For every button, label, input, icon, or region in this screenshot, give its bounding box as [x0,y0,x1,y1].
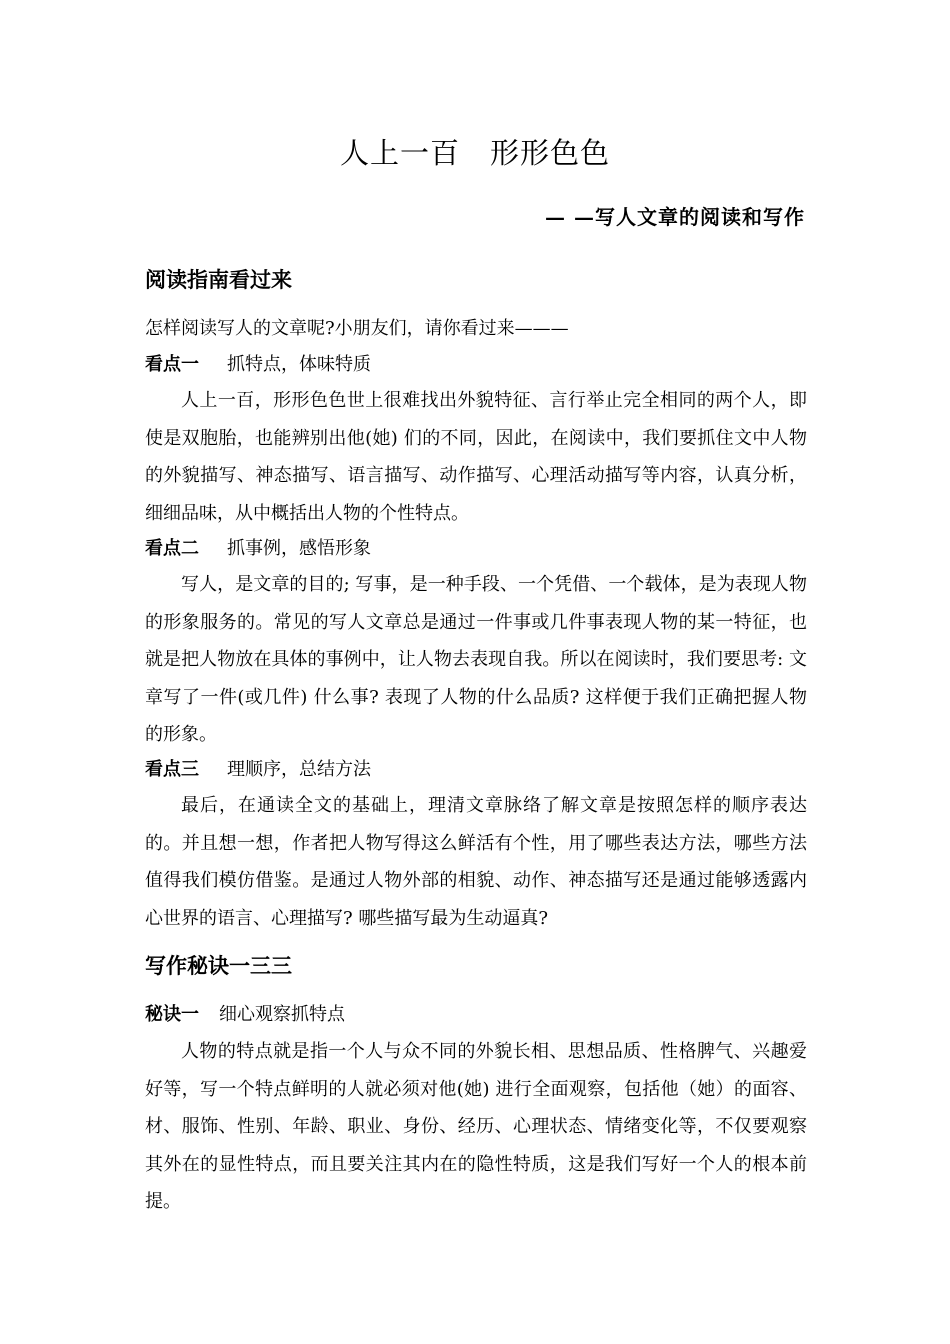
point-title: 抓事例，感悟形象 [227,538,371,559]
section-heading-writing-tips: 写作秘诀一三三 [145,954,292,978]
point-heading-3 [145,752,807,788]
point-title: 理顺序，总结方法 [227,759,371,780]
point-paragraph-1: 人上一百，形形色色世上很难找出外貌特征、言行举止完全相同的两个人，即使是双胞胎，也能辨别出他(她) 们的不同，因此，在阅读中，我们要抓住文中人物的外貌描写、神态描写、语言描写、动作描写、心理活动描写等内容，认真分析，细细品味，从中概括出人物的个性特点。 [145,390,807,524]
point-label: 看点一 [145,354,199,375]
section-heading-reading-guide: 阅读指南看过来 [145,268,292,292]
tip-title: 细心观察抓特点 [219,1004,345,1025]
point-label: 看点二 [145,538,199,559]
page-subtitle: — —写人文章的阅读和写作 [545,205,805,229]
point-paragraph-3: 最后，在通读全文的基础上，理清文章脉络了解文章是按照怎样的顺序表达的。并且想一想，作者把人物写得这么鲜活有个性，用了哪些表达方法，哪些方法值得我们模仿借鉴。是通过人物外部的相貌、动作、神态描写还是通过能够透露内心世界的语言、心理描写? 哪些描写最为生动逼真? [145,795,807,929]
tip-label: 秘诀一 [145,1004,199,1025]
section-intro: 怎样阅读写人的文章呢?小朋友们，请你看过来——— [145,318,569,339]
tip-paragraph-1: 人物的特点就是指一个人与众不同的外貌长相、思想品质、性格脾气、兴趣爱好等，写一个特点鲜明的人就必须对他(她) 进行全面观察，包括他（她）的面容、材、服饰、性别、年龄、职业、身份、经历、心理状态、情绪变化等，不仅要观察其外在的显性特点，而且要关注其内在的隐性特质，这是我们写好一个人的根本前提。 [145,1041,807,1212]
page-title: 人上一百 形形色色 [339,136,610,170]
tip-heading-1 [145,997,807,1033]
point-heading-2 [145,531,807,567]
point-heading-1 [145,347,807,383]
point-title: 抓特点，体味特质 [227,354,371,375]
point-paragraph-2: 写人，是文章的目的; 写事，是一种手段、一个凭借、一个载体，是为表现人物的形象服务的。常见的写人文章总是通过一件事或几件事表现人物的某一特征，也就是把人物放在具体的事例中，让人物去表现自我。所以在阅读时，我们要思考: 文章写了一件(或几件) 什么事? 表现了人物的什么品质? 这样便于我们正确把握人物的形象。 [145,574,807,745]
point-label: 看点三 [145,759,199,780]
